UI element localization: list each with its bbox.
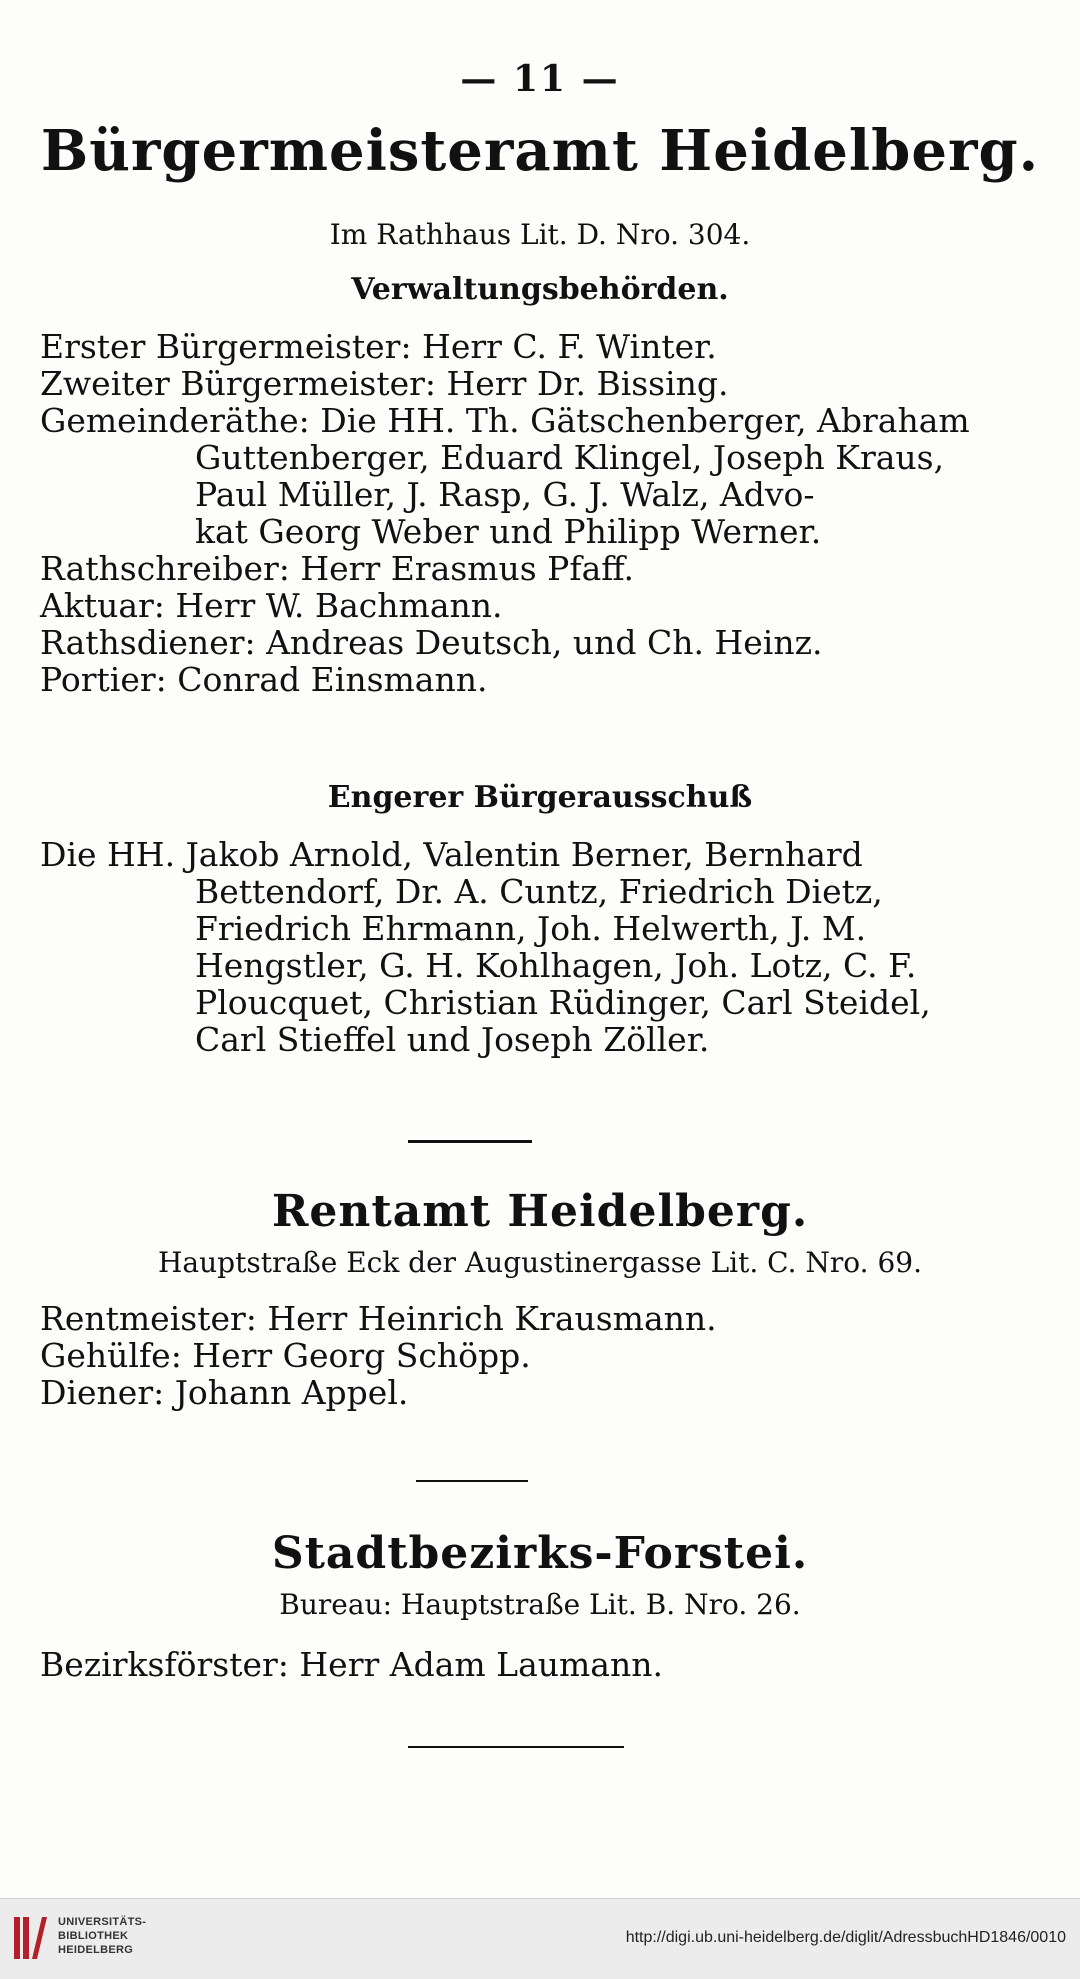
entry-line: Aktuar: Herr W. Bachmann. <box>40 586 503 625</box>
section-divider <box>408 1140 532 1143</box>
entry-line: Paul Müller, J. Rasp, G. J. Walz, Advo- <box>195 475 815 514</box>
entry-line: Rathsdiener: Andreas Deutsch, und Ch. Heinz. <box>40 623 823 662</box>
library-name-line: BIBLIOTHEK <box>58 1930 129 1942</box>
section-title-rentamt: Rentamt Heidelberg. <box>271 1186 809 1237</box>
entry-line: kat Georg Weber und Philipp Werner. <box>195 512 822 551</box>
section-divider <box>408 1746 624 1748</box>
entries-rentamt <box>40 1300 1040 1411</box>
entry-line: Portier: Conrad Einsmann. <box>40 660 488 699</box>
entry-line: Bettendorf, Dr. A. Cuntz, Friedrich Dietz, <box>195 872 883 911</box>
page-number: — 11 — <box>460 58 620 100</box>
section-address-buergermeisteramt: Im Rathhaus Lit. D. Nro. 304. <box>329 218 751 251</box>
entry-line: Zweiter Bürgermeister: Herr Dr. Bissing. <box>40 364 729 403</box>
library-name-line: HEIDELBERG <box>58 1944 134 1956</box>
university-library-logo-icon <box>12 1913 48 1963</box>
subhead-verwaltungsbehoerden: Verwaltungsbehörden. <box>351 272 729 307</box>
entry-line: Rentmeister: Herr Heinrich Krausmann. <box>40 1299 717 1338</box>
section-divider <box>416 1480 528 1482</box>
subhead-engerer-buergerausschuss: Engerer Bürgerausschuß <box>327 780 753 815</box>
viewer-footer <box>0 1898 1080 1979</box>
entry-line: Friedrich Ehrmann, Joh. Helwerth, J. M. <box>195 909 867 948</box>
entry-line: Die HH. Jakob Arnold, Valentin Berner, Bernhard <box>40 835 863 874</box>
entry-line: Erster Bürgermeister: Herr C. F. Winter. <box>40 327 717 366</box>
entry-line: Gemeinderäthe: Die HH. Th. Gätschenberger, Abraham <box>40 401 970 440</box>
entry-line: Diener: Johann Appel. <box>40 1373 409 1412</box>
entry-line: Gehülfe: Herr Georg Schöpp. <box>40 1336 531 1375</box>
section-address-forstei: Bureau: Hauptstraße Lit. B. Nro. 26. <box>279 1588 801 1621</box>
entry-line: Carl Stieffel und Joseph Zöller. <box>195 1020 710 1059</box>
entry-line: Ploucquet, Christian Rüdinger, Carl Steidel, <box>195 983 931 1022</box>
entry-line: Rathschreiber: Herr Erasmus Pfaff. <box>40 549 634 588</box>
entries-forstei <box>40 1646 1040 1683</box>
entry-line: Guttenberger, Eduard Klingel, Joseph Kraus, <box>195 438 945 477</box>
entry-line: Bezirksförster: Herr Adam Laumann. <box>40 1645 663 1684</box>
permalink-url[interactable]: http://digi.ub.uni-heidelberg.de/diglit/AdressbuchHD1846/0010 <box>625 1929 1066 1946</box>
section-title-forstei: Stadtbezirks-Forstei. <box>271 1528 809 1579</box>
library-name-line: UNIVERSITÄTS- <box>58 1916 147 1928</box>
library-name <box>58 1915 146 1957</box>
entries-buergerausschuss <box>40 836 1040 1058</box>
entries-verwaltung <box>40 328 1040 698</box>
entry-line: Hengstler, G. H. Kohlhagen, Joh. Lotz, C. F. <box>195 946 917 985</box>
section-address-rentamt: Hauptstraße Eck der Augustinergasse Lit. C. Nro. 69. <box>158 1246 922 1279</box>
section-title-buergermeisteramt: Bürgermeisteramt Heidelberg. <box>40 118 1040 184</box>
